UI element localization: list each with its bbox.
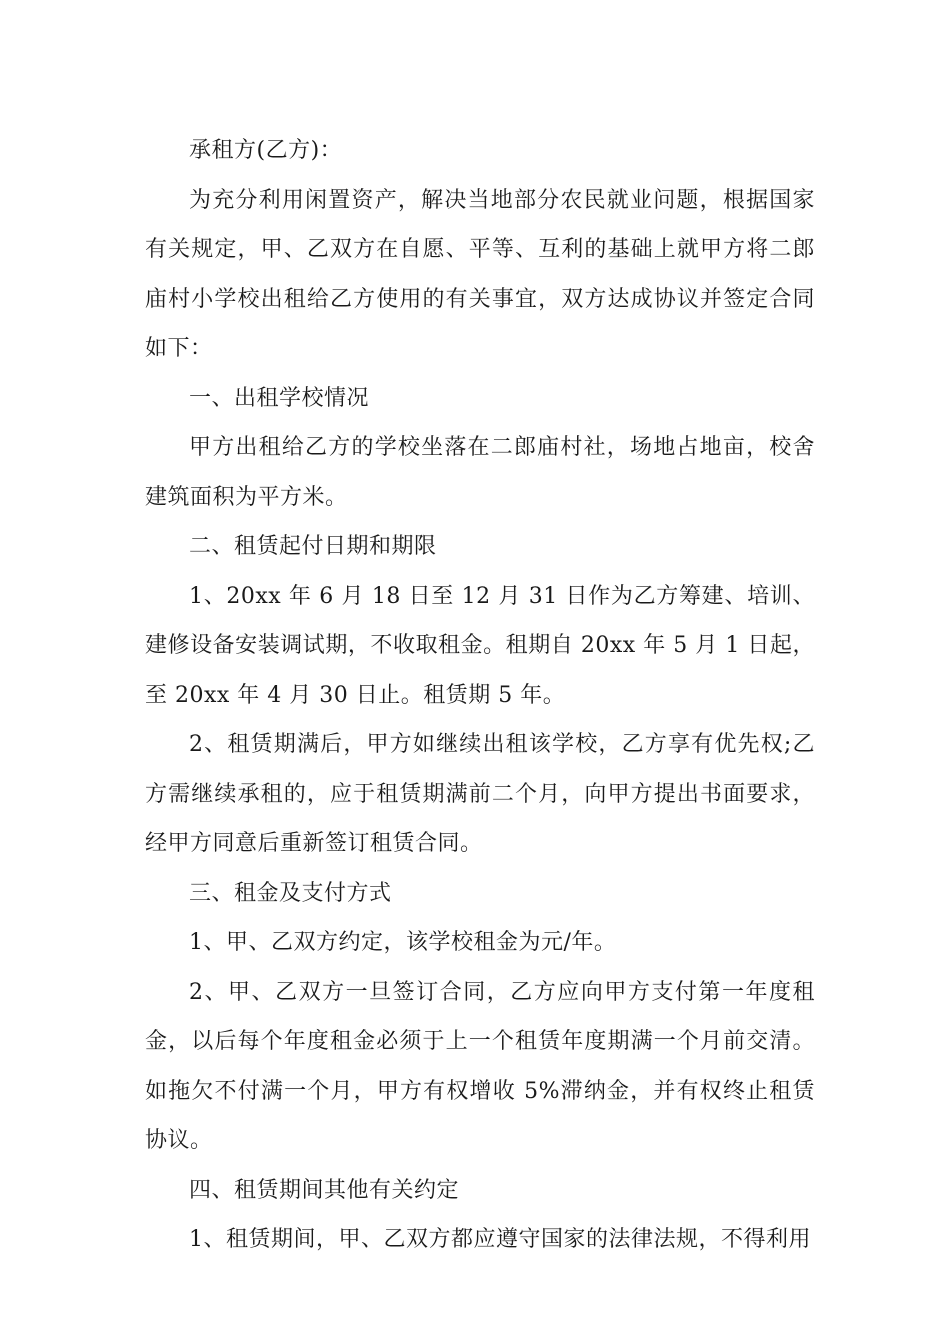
- section2-paragraph-1: 1、20xx 年 6 月 18 日至 12 月 31 日作为乙方筹建、培训、建修设备安装调试期，不收取租金。租期自 20xx 年 5 月 1 日起，至 20xx 年 4 月 30 日止。租赁期 5 年。: [145, 583, 815, 708]
- contract-body: [145, 126, 815, 1265]
- section2-heading: 二、租赁起付日期和期限: [189, 534, 437, 559]
- section4-heading: 四、租赁期间其他有关约定: [189, 1177, 460, 1203]
- section3-paragraph-1: 1、甲、乙双方约定，该学校租金为元/年。: [189, 930, 617, 955]
- section3-heading: 三、租金及支付方式: [189, 880, 392, 906]
- section4-paragraph-1: 1、租赁期间，甲、乙双方都应遵守国家的法律法规，不得利用: [189, 1227, 811, 1252]
- lessee-label: 承租方(乙方)：: [189, 138, 343, 163]
- section1-heading: 一、出租学校情况: [189, 385, 370, 411]
- section1-paragraph-1: 甲方出租给乙方的学校坐落在二郎庙村社，场地占地亩，校舍建筑面积为平方米。: [145, 435, 815, 510]
- section2-paragraph-2: 2、租赁期满后，甲方如继续出租该学校，乙方享有优先权;乙方需继续承租的，应于租赁期满前二个月，向甲方提出书面要求，经甲方同意后重新签订租赁合同。: [145, 732, 815, 856]
- section3-paragraph-2: 2、甲、乙双方一旦签订合同，乙方应向甲方支付第一年度租金，以后每个年度租金必须于上一个租赁年度期满一个月前交清。如拖欠不付满一个月，甲方有权增收 5%滞纳金，并有权终止租赁协议。: [145, 979, 815, 1153]
- intro-paragraph: 为充分利用闲置资产，解决当地部分农民就业问题，根据国家有关规定，甲、乙双方在自愿、平等、互利的基础上就甲方将二郎庙村小学校出租给乙方使用的有关事宜，双方达成协议并签定合同如下：: [145, 187, 815, 361]
